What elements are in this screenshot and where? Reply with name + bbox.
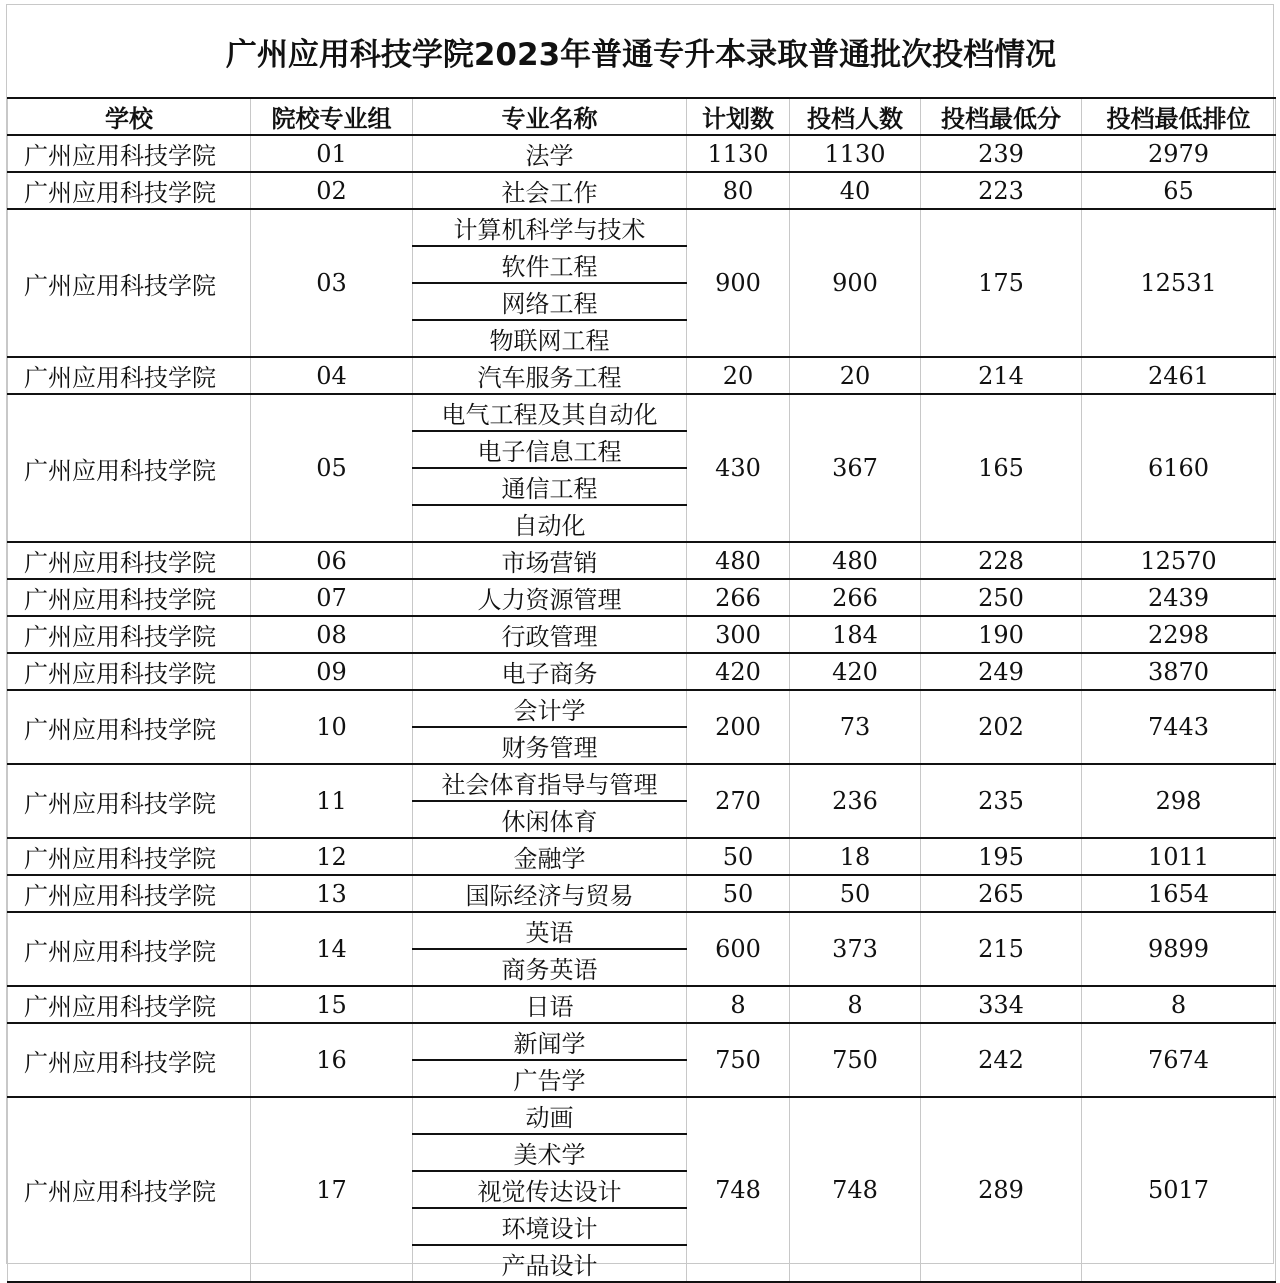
min-rank-cell: 2439 bbox=[1082, 579, 1276, 616]
school-cell: 广州应用科技学院 bbox=[8, 579, 251, 616]
major-cell: 社会体育指导与管理 bbox=[413, 764, 687, 801]
plan-cell: 430 bbox=[687, 394, 790, 542]
count-cell: 20 bbox=[790, 357, 921, 394]
min-score-cell: 289 bbox=[921, 1097, 1082, 1282]
plan-cell: 600 bbox=[687, 912, 790, 986]
count-cell: 480 bbox=[790, 542, 921, 579]
min-rank-cell: 298 bbox=[1082, 764, 1276, 838]
group-cell: 05 bbox=[251, 394, 413, 542]
min-rank-cell: 1654 bbox=[1082, 875, 1276, 912]
header-group: 院校专业组 bbox=[251, 98, 413, 135]
page-title: 广州应用科技学院2023年普通专升本录取普通批次投档情况 bbox=[225, 36, 1057, 73]
school-cell: 广州应用科技学院 bbox=[8, 764, 251, 838]
min-rank-cell: 7674 bbox=[1082, 1023, 1276, 1097]
plan-cell: 480 bbox=[687, 542, 790, 579]
min-score-cell: 239 bbox=[921, 135, 1082, 172]
admission-table bbox=[7, 97, 1276, 1283]
group-cell: 04 bbox=[251, 357, 413, 394]
plan-cell: 1130 bbox=[687, 135, 790, 172]
major-cell: 产品设计 bbox=[413, 1245, 687, 1282]
plan-cell: 8 bbox=[687, 986, 790, 1023]
major-cell: 日语 bbox=[413, 986, 687, 1023]
major-cell: 汽车服务工程 bbox=[413, 357, 687, 394]
min-score-cell: 250 bbox=[921, 579, 1082, 616]
major-cell: 社会工作 bbox=[413, 172, 687, 209]
table-row bbox=[8, 764, 1276, 801]
header-min-score: 投档最低分 bbox=[921, 98, 1082, 135]
count-cell: 420 bbox=[790, 653, 921, 690]
table-row bbox=[8, 542, 1276, 579]
group-cell: 09 bbox=[251, 653, 413, 690]
school-cell: 广州应用科技学院 bbox=[8, 912, 251, 986]
major-cell: 市场营销 bbox=[413, 542, 687, 579]
major-cell: 财务管理 bbox=[413, 727, 687, 764]
major-cell: 美术学 bbox=[413, 1134, 687, 1171]
min-rank-cell: 12570 bbox=[1082, 542, 1276, 579]
table-row bbox=[8, 1097, 1276, 1134]
min-score-cell: 175 bbox=[921, 209, 1082, 357]
plan-cell: 900 bbox=[687, 209, 790, 357]
group-cell: 11 bbox=[251, 764, 413, 838]
major-cell: 视觉传达设计 bbox=[413, 1171, 687, 1208]
min-rank-cell: 5017 bbox=[1082, 1097, 1276, 1282]
school-cell: 广州应用科技学院 bbox=[8, 838, 251, 875]
plan-cell: 748 bbox=[687, 1097, 790, 1282]
table-row bbox=[8, 653, 1276, 690]
min-score-cell: 195 bbox=[921, 838, 1082, 875]
school-cell: 广州应用科技学院 bbox=[8, 357, 251, 394]
school-cell: 广州应用科技学院 bbox=[8, 394, 251, 542]
school-cell: 广州应用科技学院 bbox=[8, 172, 251, 209]
plan-cell: 80 bbox=[687, 172, 790, 209]
min-score-cell: 215 bbox=[921, 912, 1082, 986]
school-cell: 广州应用科技学院 bbox=[8, 986, 251, 1023]
table-row bbox=[8, 986, 1276, 1023]
group-cell: 07 bbox=[251, 579, 413, 616]
count-cell: 748 bbox=[790, 1097, 921, 1282]
count-cell: 373 bbox=[790, 912, 921, 986]
major-cell: 休闲体育 bbox=[413, 801, 687, 838]
table-row bbox=[8, 357, 1276, 394]
group-cell: 10 bbox=[251, 690, 413, 764]
major-cell: 金融学 bbox=[413, 838, 687, 875]
major-cell: 通信工程 bbox=[413, 468, 687, 505]
count-cell: 236 bbox=[790, 764, 921, 838]
group-cell: 03 bbox=[251, 209, 413, 357]
min-score-cell: 214 bbox=[921, 357, 1082, 394]
min-rank-cell: 8 bbox=[1082, 986, 1276, 1023]
group-cell: 14 bbox=[251, 912, 413, 986]
plan-cell: 300 bbox=[687, 616, 790, 653]
count-cell: 184 bbox=[790, 616, 921, 653]
school-cell: 广州应用科技学院 bbox=[8, 875, 251, 912]
header-row bbox=[8, 98, 1276, 135]
group-cell: 17 bbox=[251, 1097, 413, 1282]
min-rank-cell: 6160 bbox=[1082, 394, 1276, 542]
min-rank-cell: 3870 bbox=[1082, 653, 1276, 690]
group-cell: 01 bbox=[251, 135, 413, 172]
plan-cell: 266 bbox=[687, 579, 790, 616]
header-min-rank: 投档最低排位 bbox=[1082, 98, 1276, 135]
major-cell: 网络工程 bbox=[413, 283, 687, 320]
table-row bbox=[8, 875, 1276, 912]
major-cell: 广告学 bbox=[413, 1060, 687, 1097]
school-cell: 广州应用科技学院 bbox=[8, 653, 251, 690]
min-rank-cell: 12531 bbox=[1082, 209, 1276, 357]
major-cell: 电子商务 bbox=[413, 653, 687, 690]
plan-cell: 50 bbox=[687, 875, 790, 912]
major-cell: 环境设计 bbox=[413, 1208, 687, 1245]
min-score-cell: 242 bbox=[921, 1023, 1082, 1097]
count-cell: 40 bbox=[790, 172, 921, 209]
major-cell: 会计学 bbox=[413, 690, 687, 727]
count-cell: 1130 bbox=[790, 135, 921, 172]
min-score-cell: 202 bbox=[921, 690, 1082, 764]
major-cell: 国际经济与贸易 bbox=[413, 875, 687, 912]
school-cell: 广州应用科技学院 bbox=[8, 1023, 251, 1097]
school-cell: 广州应用科技学院 bbox=[8, 690, 251, 764]
major-cell: 计算机科学与技术 bbox=[413, 209, 687, 246]
school-cell: 广州应用科技学院 bbox=[8, 542, 251, 579]
min-score-cell: 249 bbox=[921, 653, 1082, 690]
group-cell: 15 bbox=[251, 986, 413, 1023]
count-cell: 266 bbox=[790, 579, 921, 616]
table-row bbox=[8, 838, 1276, 875]
count-cell: 367 bbox=[790, 394, 921, 542]
header-count: 投档人数 bbox=[790, 98, 921, 135]
major-cell: 动画 bbox=[413, 1097, 687, 1134]
table-row bbox=[8, 135, 1276, 172]
table-row bbox=[8, 616, 1276, 653]
min-rank-cell: 2461 bbox=[1082, 357, 1276, 394]
plan-cell: 200 bbox=[687, 690, 790, 764]
major-cell: 行政管理 bbox=[413, 616, 687, 653]
school-cell: 广州应用科技学院 bbox=[8, 1097, 251, 1282]
count-cell: 750 bbox=[790, 1023, 921, 1097]
table-row bbox=[8, 912, 1276, 949]
table-row bbox=[8, 1023, 1276, 1060]
count-cell: 18 bbox=[790, 838, 921, 875]
min-rank-cell: 9899 bbox=[1082, 912, 1276, 986]
group-cell: 16 bbox=[251, 1023, 413, 1097]
min-score-cell: 228 bbox=[921, 542, 1082, 579]
group-cell: 13 bbox=[251, 875, 413, 912]
count-cell: 50 bbox=[790, 875, 921, 912]
header-major: 专业名称 bbox=[413, 98, 687, 135]
table-row bbox=[8, 172, 1276, 209]
table-row bbox=[8, 579, 1276, 616]
major-cell: 人力资源管理 bbox=[413, 579, 687, 616]
min-score-cell: 334 bbox=[921, 986, 1082, 1023]
min-score-cell: 190 bbox=[921, 616, 1082, 653]
table-row bbox=[8, 209, 1276, 246]
plan-cell: 20 bbox=[687, 357, 790, 394]
table-row bbox=[8, 690, 1276, 727]
min-rank-cell: 7443 bbox=[1082, 690, 1276, 764]
school-cell: 广州应用科技学院 bbox=[8, 135, 251, 172]
major-cell: 自动化 bbox=[413, 505, 687, 542]
table-body bbox=[8, 135, 1276, 1282]
min-rank-cell: 2298 bbox=[1082, 616, 1276, 653]
major-cell: 物联网工程 bbox=[413, 320, 687, 357]
count-cell: 8 bbox=[790, 986, 921, 1023]
plan-cell: 50 bbox=[687, 838, 790, 875]
group-cell: 06 bbox=[251, 542, 413, 579]
plan-cell: 750 bbox=[687, 1023, 790, 1097]
group-cell: 12 bbox=[251, 838, 413, 875]
spreadsheet-sheet bbox=[6, 4, 1274, 1280]
header-plan: 计划数 bbox=[687, 98, 790, 135]
school-cell: 广州应用科技学院 bbox=[8, 616, 251, 653]
plan-cell: 270 bbox=[687, 764, 790, 838]
min-score-cell: 223 bbox=[921, 172, 1082, 209]
min-rank-cell: 2979 bbox=[1082, 135, 1276, 172]
count-cell: 900 bbox=[790, 209, 921, 357]
school-cell: 广州应用科技学院 bbox=[8, 209, 251, 357]
table-row bbox=[8, 394, 1276, 431]
major-cell: 新闻学 bbox=[413, 1023, 687, 1060]
header-school: 学校 bbox=[8, 98, 251, 135]
plan-cell: 420 bbox=[687, 653, 790, 690]
min-score-cell: 265 bbox=[921, 875, 1082, 912]
major-cell: 电气工程及其自动化 bbox=[413, 394, 687, 431]
major-cell: 法学 bbox=[413, 135, 687, 172]
major-cell: 商务英语 bbox=[413, 949, 687, 986]
major-cell: 英语 bbox=[413, 912, 687, 949]
group-cell: 08 bbox=[251, 616, 413, 653]
major-cell: 软件工程 bbox=[413, 246, 687, 283]
min-rank-cell: 1011 bbox=[1082, 838, 1276, 875]
group-cell: 02 bbox=[251, 172, 413, 209]
major-cell: 电子信息工程 bbox=[413, 431, 687, 468]
count-cell: 73 bbox=[790, 690, 921, 764]
min-score-cell: 235 bbox=[921, 764, 1082, 838]
min-score-cell: 165 bbox=[921, 394, 1082, 542]
min-rank-cell: 65 bbox=[1082, 172, 1276, 209]
